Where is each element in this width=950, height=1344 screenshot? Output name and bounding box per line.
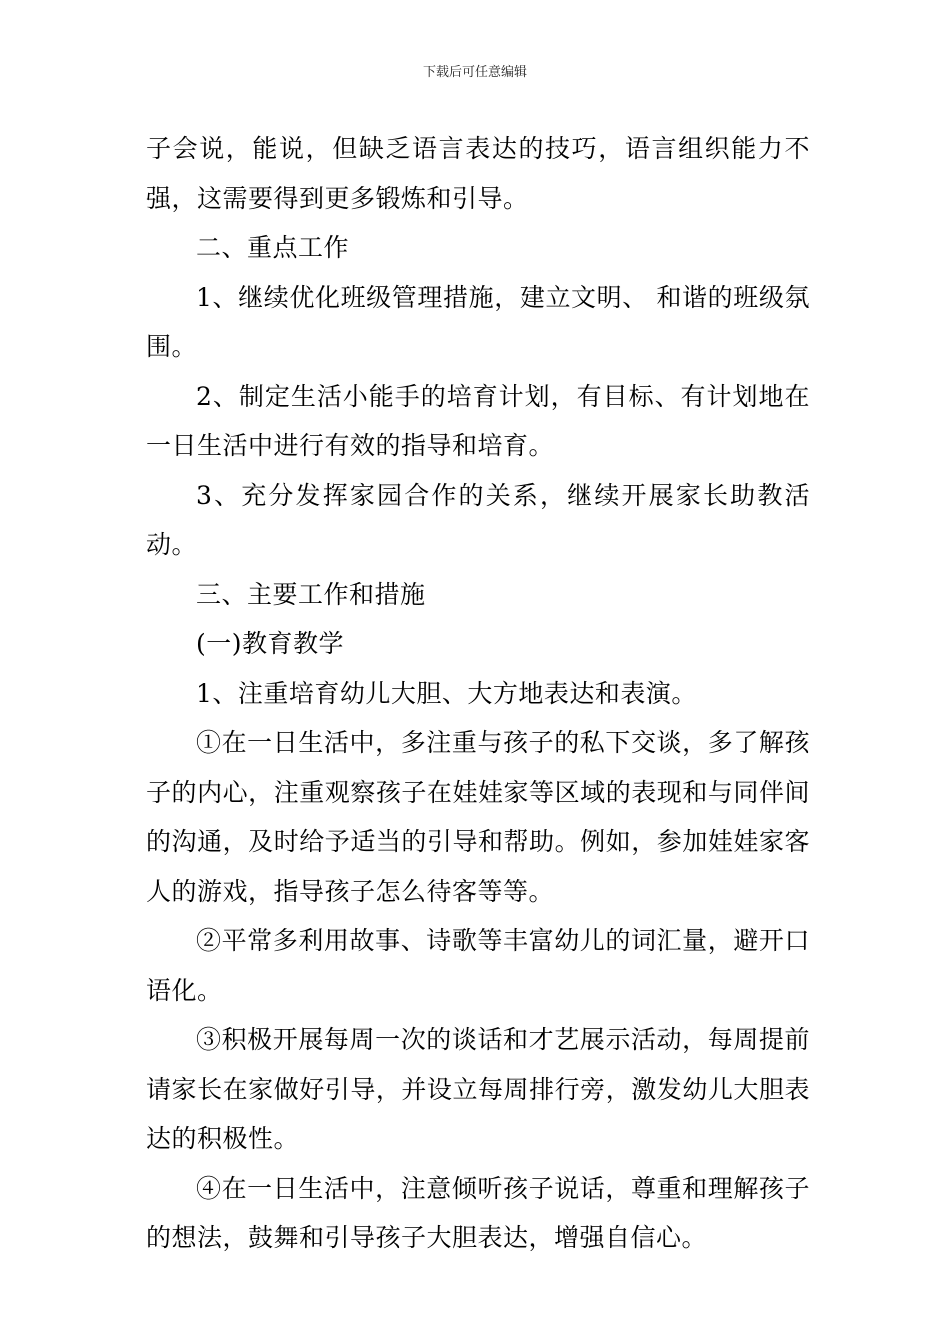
section-heading-main-work: 三、主要工作和措施 — [196, 579, 426, 609]
page-header-note: 下载后可任意编辑 — [422, 65, 527, 80]
document-body — [146, 124, 810, 1263]
paragraph-education-item-1: 1、注重培育幼儿大胆、大方地表达和表演。 — [196, 678, 697, 708]
paragraph-circled-1: ①在一日生活中，多注重与孩子的私下交谈，多了解孩子的内心，注重观察孩子在娃娃家等区域的表现和与同伴间的沟通，及时给予适当的引导和帮助。例如，参加娃娃家客人的游戏，指导孩子怎么待客等等。 — [146, 728, 810, 906]
paragraph-circled-3: ③积极开展每周一次的谈话和才艺展示活动，每周提前请家长在家做好引导，并设立每周排行旁，激发幼儿大胆表达的积极性。 — [146, 1025, 810, 1153]
paragraph-item-3: 3、充分发挥家园合作的关系，继续开展家长助教活动。 — [146, 480, 810, 559]
paragraph-circled-2: ②平常多利用故事、诗歌等丰富幼儿的词汇量，避开口语化。 — [146, 926, 810, 1005]
section-heading-key-work: 二、重点工作 — [196, 233, 350, 262]
paragraph-circled-4: ④在一日生活中，注意倾听孩子说话，尊重和理解孩子的想法，鼓舞和引导孩子大胆表达，增强自信心。 — [146, 1173, 810, 1252]
paragraph-item-1: 1、继续优化班级管理措施，建立文明、 和谐的班级氛围。 — [146, 282, 810, 361]
paragraph-item-2: 2、制定生活小能手的培育计划，有目标、有计划地在一日生活中进行有效的指导和培育。 — [146, 381, 810, 460]
subsection-heading-education: (一)教育教学 — [196, 629, 345, 658]
paragraph-1: 子会说，能说，但缺乏语言表达的技巧，语言组织能力不强，这需要得到更多锻炼和引导。 — [146, 134, 810, 213]
